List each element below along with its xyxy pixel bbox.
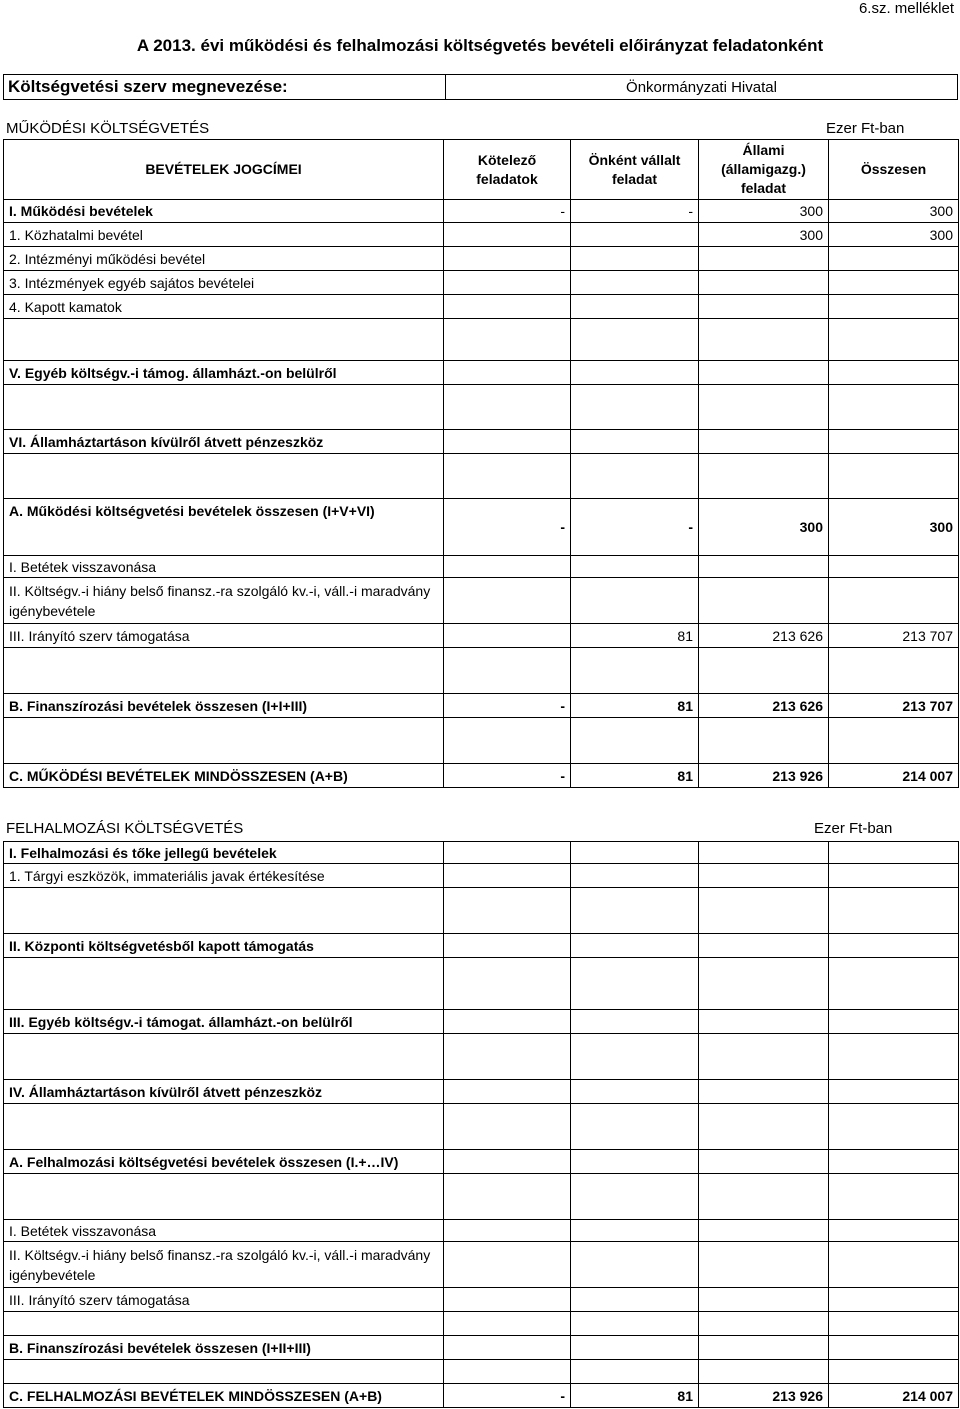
row-label: 1. Közhatalmi bevétel [4,223,444,247]
row-label: 3. Intézmények egyéb sajátos bevételei [4,271,444,295]
table-row [4,271,959,295]
cell-state: 300 [699,499,829,556]
cell-voluntary: 81 [571,764,699,788]
cell-state: 213 926 [699,1384,829,1408]
table-row [4,694,959,718]
cell-state: 213 926 [699,764,829,788]
col-mandatory: Kötelező feladatok [444,140,571,200]
cell-state: 213 626 [699,694,829,718]
cell-mandatory [444,223,571,247]
table-row [4,842,959,864]
cell-total: 213 707 [829,624,959,648]
cell-voluntary: 81 [571,624,699,648]
row-label: VI. Államháztartáson kívülről átvett pénzeszköz [4,430,444,454]
table-row [4,556,959,578]
cell-state: 300 [699,200,829,223]
table-row [4,1150,959,1174]
row-label: A. Felhalmozási költségvetési bevételek összesen (I.+…IV) [4,1150,444,1174]
cell-mandatory: - [444,200,571,223]
cell-voluntary: 81 [571,694,699,718]
row-label: I. Betétek visszavonása [4,556,444,578]
cell-total: 213 707 [829,694,959,718]
row-label: I. Működési bevételek [4,200,444,223]
table-row [4,1080,959,1104]
cell-voluntary [571,223,699,247]
table-row [4,361,959,385]
table-row [4,934,959,958]
cell-mandatory: - [444,499,571,556]
row-label: III. Irányító szerv támogatása [4,624,444,648]
row-label: C. FELHALMOZÁSI BEVÉTELEK MINDÖSSZESEN (A+B) [4,1384,444,1408]
row-label: 4. Kapott kamatok [4,295,444,319]
operating-table [3,139,959,788]
cell-total: 214 007 [829,1384,959,1408]
capital-unit: Ezer Ft-ban [814,820,893,837]
cell-voluntary: - [571,200,699,223]
cell-state: 300 [699,223,829,247]
table-row [4,1384,959,1408]
row-label: I. Betétek visszavonása [4,1220,444,1242]
cell-voluntary: 81 [571,1384,699,1408]
table-row [4,1336,959,1360]
row-label: II. Költségv.-i hiány belső finansz.-ra szolgáló kv.-i, váll.-i maradvány igénybevétele [4,1242,444,1288]
row-label: IV. Államháztartáson kívülről átvett pénzeszköz [4,1080,444,1104]
table-row [4,247,959,271]
table-row [4,624,959,648]
table-row [4,200,959,223]
col-name: BEVÉTELEK JOGCÍMEI [4,140,444,200]
table-row [4,864,959,888]
table-row [4,499,959,556]
page-title: A 2013. évi működési és felhalmozási költségvetés bevételi előirányzat feladatonként [136,36,824,55]
col-total: Összesen [829,140,959,200]
cell-mandatory: - [444,1384,571,1408]
row-label: II. Központi költségvetésből kapott támogatás [4,934,444,958]
table-row [4,764,959,788]
row-label: C. MŰKÖDÉSI BEVÉTELEK MINDÖSSZESEN (A+B) [4,764,444,788]
table-row [4,430,959,454]
table-row [4,1288,959,1312]
row-label: A. Működési költségvetési bevételek összesen (I+V+VI) [4,499,444,556]
row-label: III. Egyéb költségv.-i támogat. államházt.-on belülről [4,1010,444,1034]
cell-total: 300 [829,223,959,247]
row-label: 2. Intézményi működési bevétel [4,247,444,271]
org-label: Költségvetési szerv megnevezése: [4,75,446,100]
org-value: Önkormányzati Hivatal [446,75,958,100]
cell-total: 300 [829,499,959,556]
cell-state: 213 626 [699,624,829,648]
capital-table [3,841,959,1408]
org-table [3,74,958,100]
operating-section-title: MŰKÖDÉSI KÖLTSÉGVETÉS [6,120,210,137]
cell-voluntary: - [571,499,699,556]
table-row [4,223,959,247]
row-label: 1. Tárgyi eszközök, immateriális javak értékesítése [4,864,444,888]
table-row [4,578,959,624]
cell-mandatory [444,624,571,648]
row-label: II. Költségv.-i hiány belső finansz.-ra szolgáló kv.-i, váll.-i maradvány igénybevétele [4,578,444,624]
annex-label: 6.sz. melléklet [858,0,954,17]
col-voluntary: Önként vállalt feladat [571,140,699,200]
col-state: Állami (államigazg.) feladat [699,140,829,200]
cell-total: 214 007 [829,764,959,788]
row-label: III. Irányító szerv támogatása [4,1288,444,1312]
operating-unit: Ezer Ft-ban [826,120,905,137]
cell-mandatory: - [444,694,571,718]
table-row [4,295,959,319]
table-row [4,1242,959,1288]
table-row [4,1010,959,1034]
cell-mandatory: - [444,764,571,788]
table-row [4,1220,959,1242]
row-label: B. Finanszírozási bevételek összesen (I+II+III) [4,1336,444,1360]
cell-total: 300 [829,200,959,223]
row-label: I. Felhalmozási és tőke jellegű bevételek [4,842,444,864]
row-label: V. Egyéb költségv.-i támog. államházt.-on belülről [4,361,444,385]
row-label: B. Finanszírozási bevételek összesen (I+I+III) [4,694,444,718]
capital-section-title: FELHALMOZÁSI KÖLTSÉGVETÉS [6,820,244,837]
